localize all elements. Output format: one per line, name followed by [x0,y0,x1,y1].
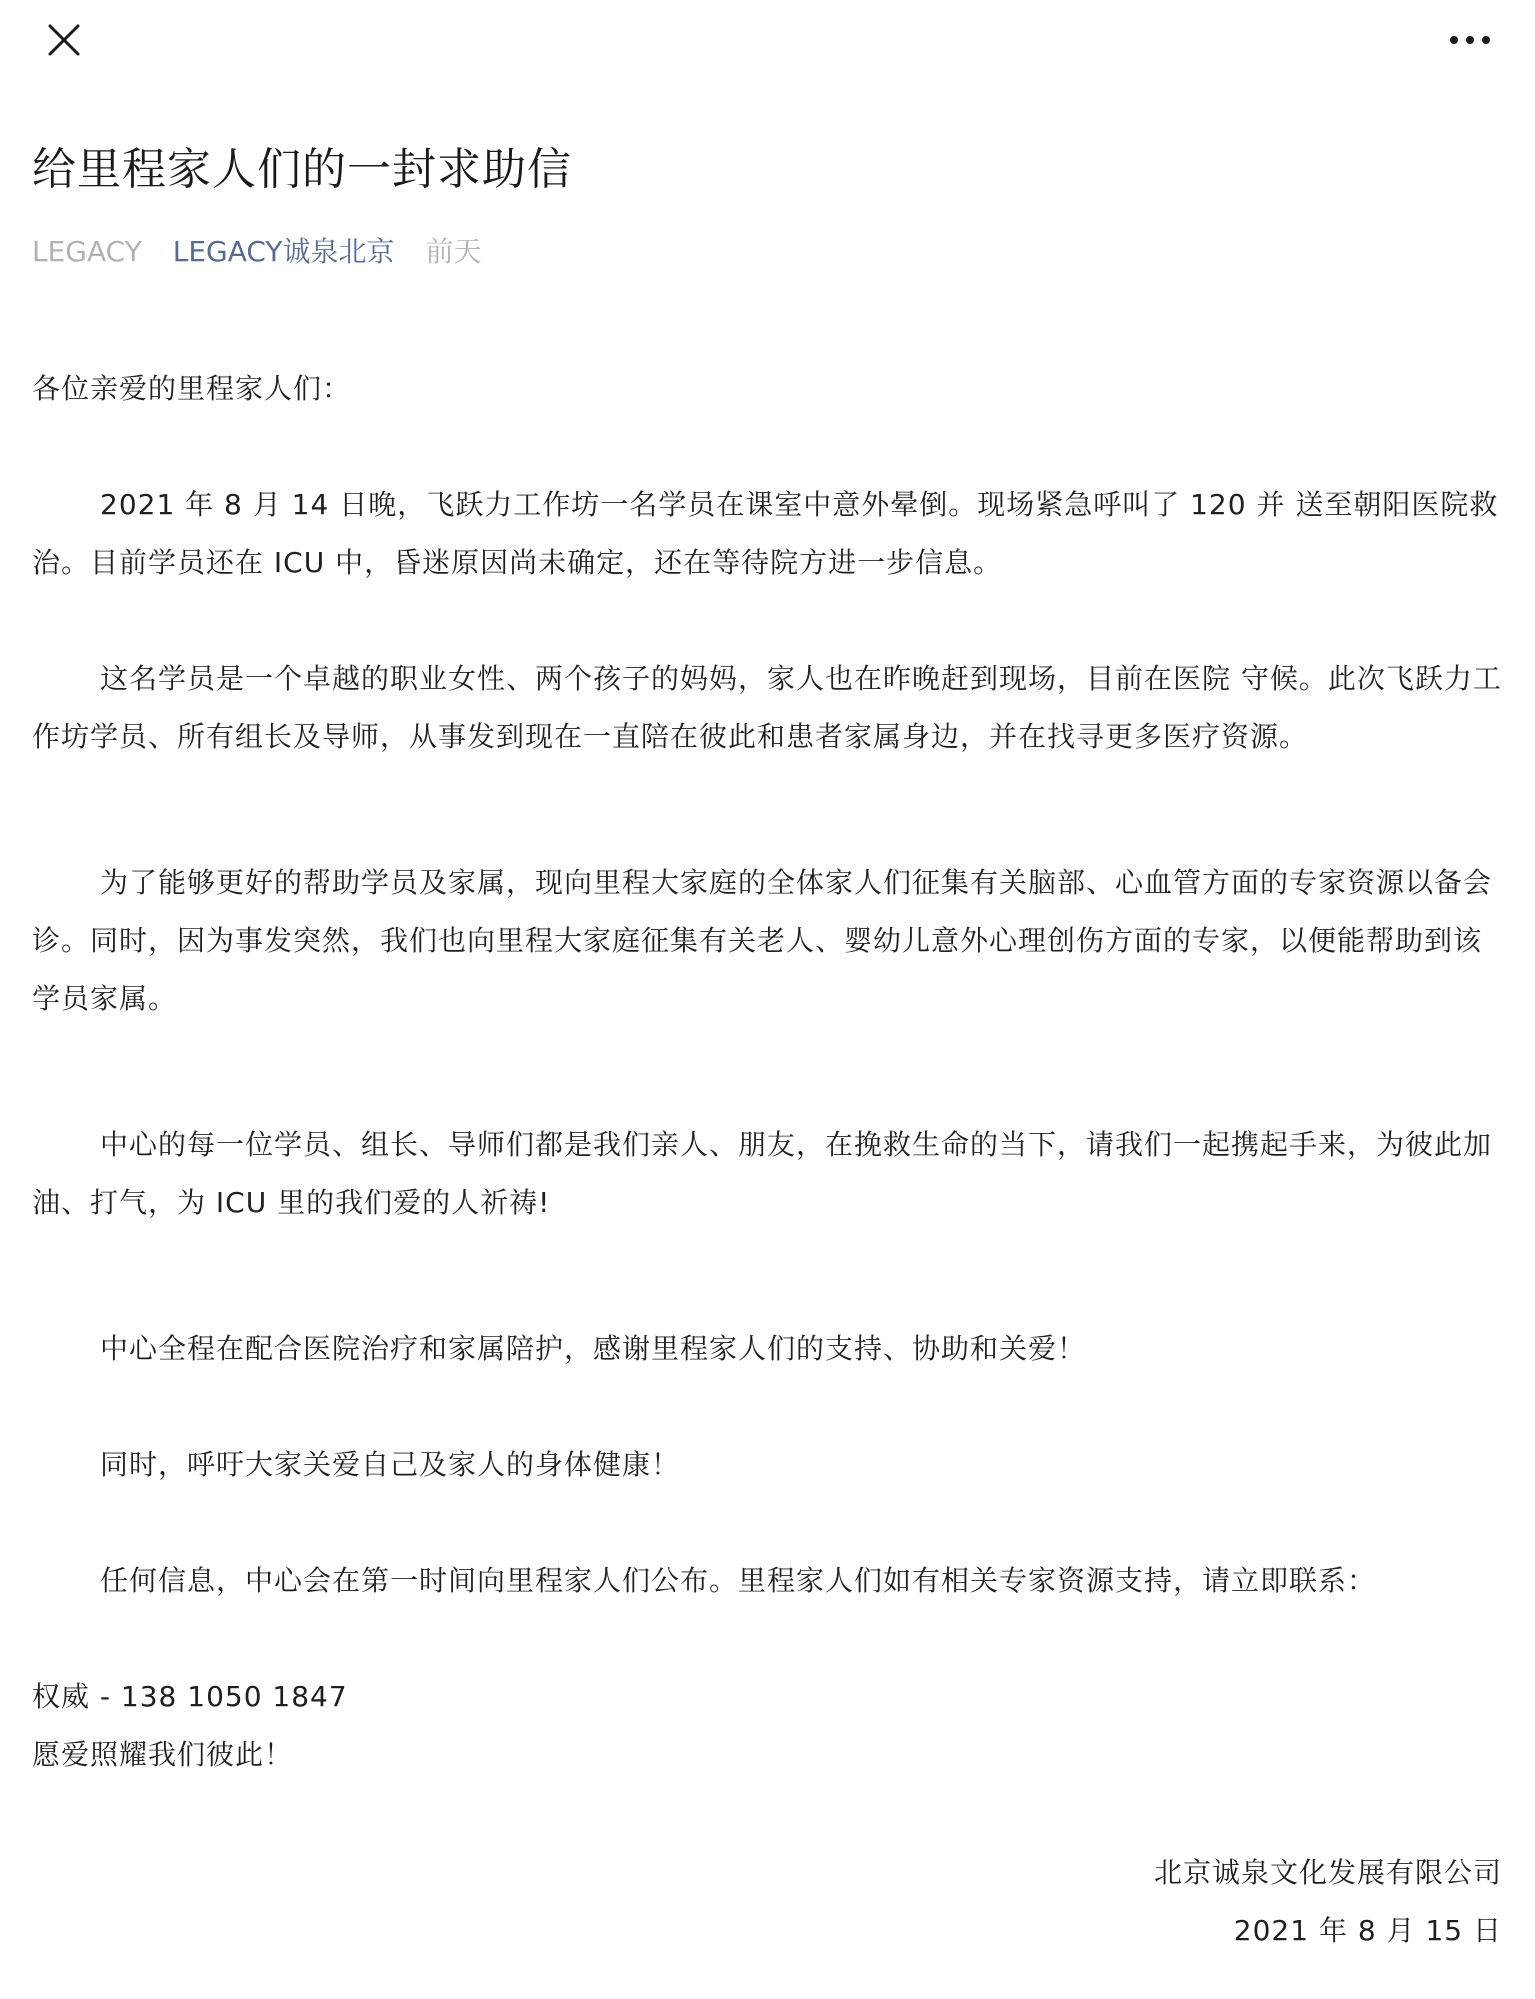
article [32,120,1502,1960]
article-author: LEGACY [32,235,142,268]
closing-line: 愿爱照耀我们彼此！ [32,1738,294,1771]
more-options-button[interactable] [1445,24,1495,56]
publish-date: 前天 [425,235,482,268]
article-title: 给里程家人们的一封求助信 [32,144,572,195]
paragraph: 为了能够更好的帮助学员及家属，现向里程大家庭的全体家人们征集有关脑部、心血管方面的专家资源以备会诊。同时，因为事发突然，我们也向里程大家庭征集有关老人、婴幼儿意外心理创伤方面的专家，以便能帮助到该学员家属。 [32,866,1493,1015]
signature-block [32,1844,1502,1960]
close-button[interactable] [44,20,84,60]
signature-organization: 北京诚泉文化发展有限公司 [1153,1856,1502,1889]
article-meta [32,232,1502,272]
paragraph: 中心的每一位学员、组长、导师们都是我们亲人、朋友，在挽救生命的当下，请我们一起携起手来，为彼此加油、打气，为 ICU 里的我们爱的人祈祷! [32,1128,1493,1219]
top-bar [0,0,1535,80]
contact-line: 权威 - 138 1050 1847 [32,1680,348,1713]
paragraph: 任何信息，中心会在第一时间向里程家人们公布。里程家人们如有相关专家资源支持，请立即联系： [100,1564,1377,1597]
signature-date: 2021 年 8 月 15 日 [1233,1914,1502,1947]
paragraph: 同时，呼吁大家关爱自己及家人的身体健康！ [100,1448,681,1481]
close-icon [44,20,84,60]
article-body [32,360,1502,1960]
paragraph: 2021 年 8 月 14 日晚，飞跃力工作坊一名学员在课室中意外晕倒。现场紧急呼叫了 120 并 送至朝阳医院救治。目前学员还在 ICU 中，昏迷原因尚未确定，还在等待院方进一步信息。 [32,488,1499,579]
account-link[interactable]: LEGACY诚泉北京 [172,235,395,268]
more-dots-icon [1445,24,1495,56]
greeting: 各位亲爱的里程家人们： [32,372,352,405]
paragraph: 中心全程在配合医院治疗和家属陪护，感谢里程家人们的支持、协助和关爱！ [100,1332,1087,1365]
paragraph: 这名学员是一个卓越的职业女性、两个孩子的妈妈，家人也在昨晚赶到现场，目前在医院 守候。此次飞跃力工作坊学员、所有组长及导师，从事发到现在一直陪在彼此和患者家属身边，并在找寻更多医疗资源。 [32,662,1502,753]
